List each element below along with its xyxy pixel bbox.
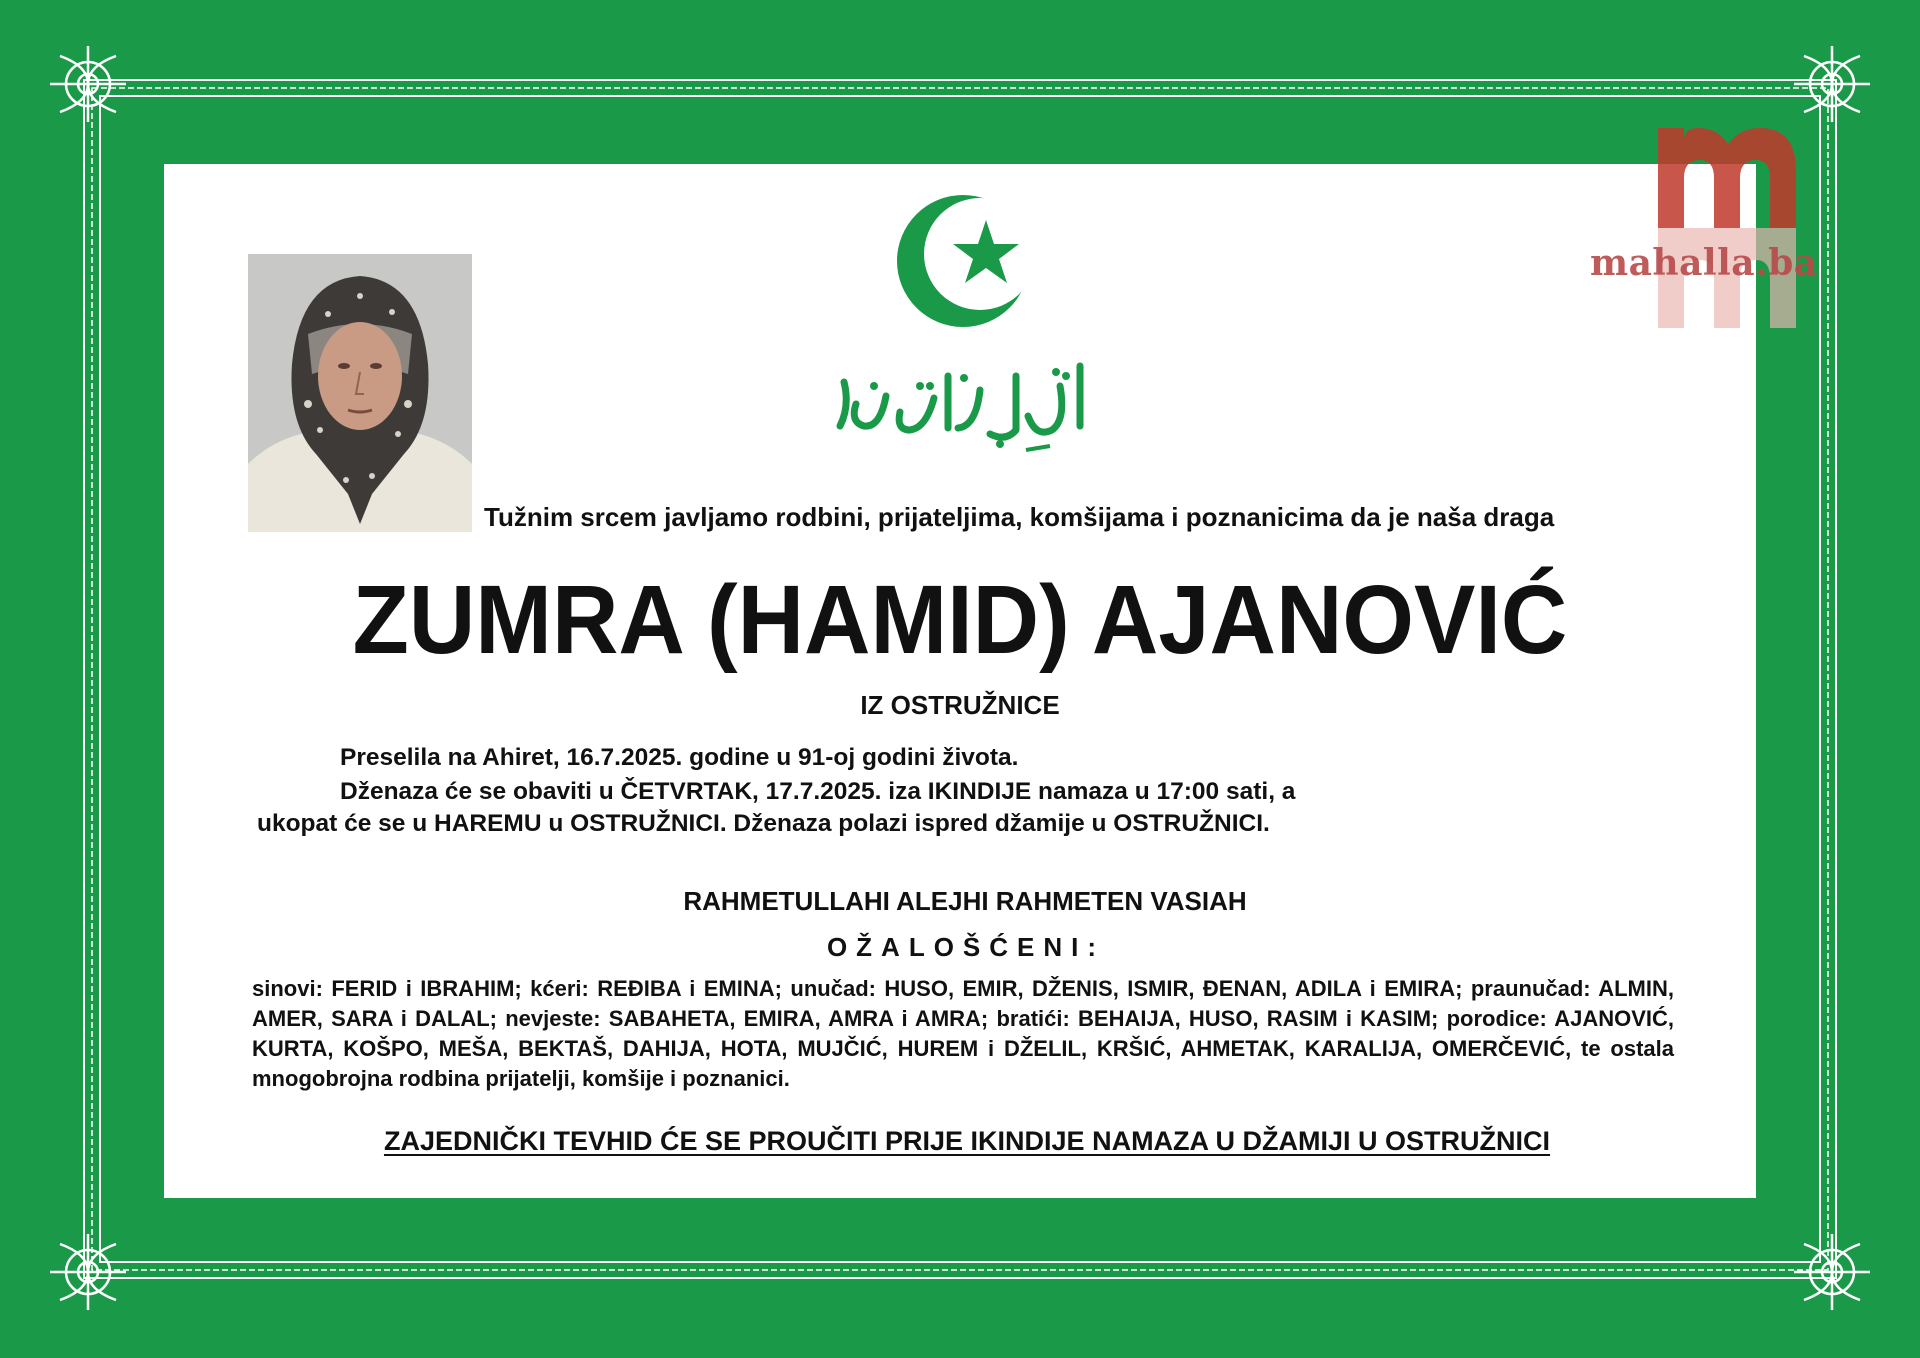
floral-corner-icon [50,1234,126,1310]
floral-corner-icon [1794,1234,1870,1310]
watermark-text: mahalla.ba [1590,242,1818,284]
mahalla-logo-icon [1584,118,1854,338]
funeral-line-1: Dženaza će se obaviti u ČETVRTAK, 17.7.2025. iza IKINDIJE namaza u 17:00 sati, a [340,778,1296,805]
passed-away-line: Preselila na Ahiret, 16.7.2025. godine u 91-oj godini života. [340,744,1019,771]
portrait-photo [248,254,472,532]
prayer-text: RAHMETULLAHI ALEJHI RAHMETEN VASIAH [683,886,1247,916]
arabic-calligraphy-icon [830,346,1100,456]
crescent-star-icon [888,186,1038,336]
origin-text: IZ OSTRUŽNICE [860,690,1060,720]
floral-corner-icon [50,46,126,122]
funeral-line-2: ukopat će se u HAREMU u OSTRUŽNICI. Dženaza polazi ispred džamije u OSTRUŽNICI. [257,810,1270,837]
mourners-list: sinovi: FERID i IBRAHIM; kćeri: REĐIBA i EMINA; unučad: HUSO, EMIR, DŽENIS, ISMIR, ĐENAN, ADILA i EMIRA; praunučad: ALMIN, AMER, SARA i DALAL; nevjeste: SABAHETA, EMIRA, AMRA i AMRA; bratići: BEHAIJA, HUSO, RASIM i KASIM; porodice: AJANOVIĆ, KURTA, KOŠPO, MEŠA, BEKTAŠ, DAHIJA, HOTA, MUJČIĆ, HUREM i DŽELIL, KRŠIĆ, AHMETAK, KARALIJA, OMERČEVIĆ, te ostala mnogobrojna rodbina prijatelji, komšije i poznanici. [252,976,1674,1091]
intro-text: Tužnim srcem javljamo rodbini, prijateljima, komšijama i poznanicima da je naša draga [484,502,1555,532]
deceased-name: ZUMRA (HAMID) AJANOVIĆ [352,565,1568,675]
tevhid-announcement: ZAJEDNIČKI TEVHID ĆE SE PROUČITI PRIJE IKINDIJE NAMAZA U DŽAMIJI U OSTRUŽNICI [383,1126,1551,1156]
mourners-heading: OŽALOŠĆENI: [826,932,1106,962]
floral-corner-icon [1794,46,1870,122]
